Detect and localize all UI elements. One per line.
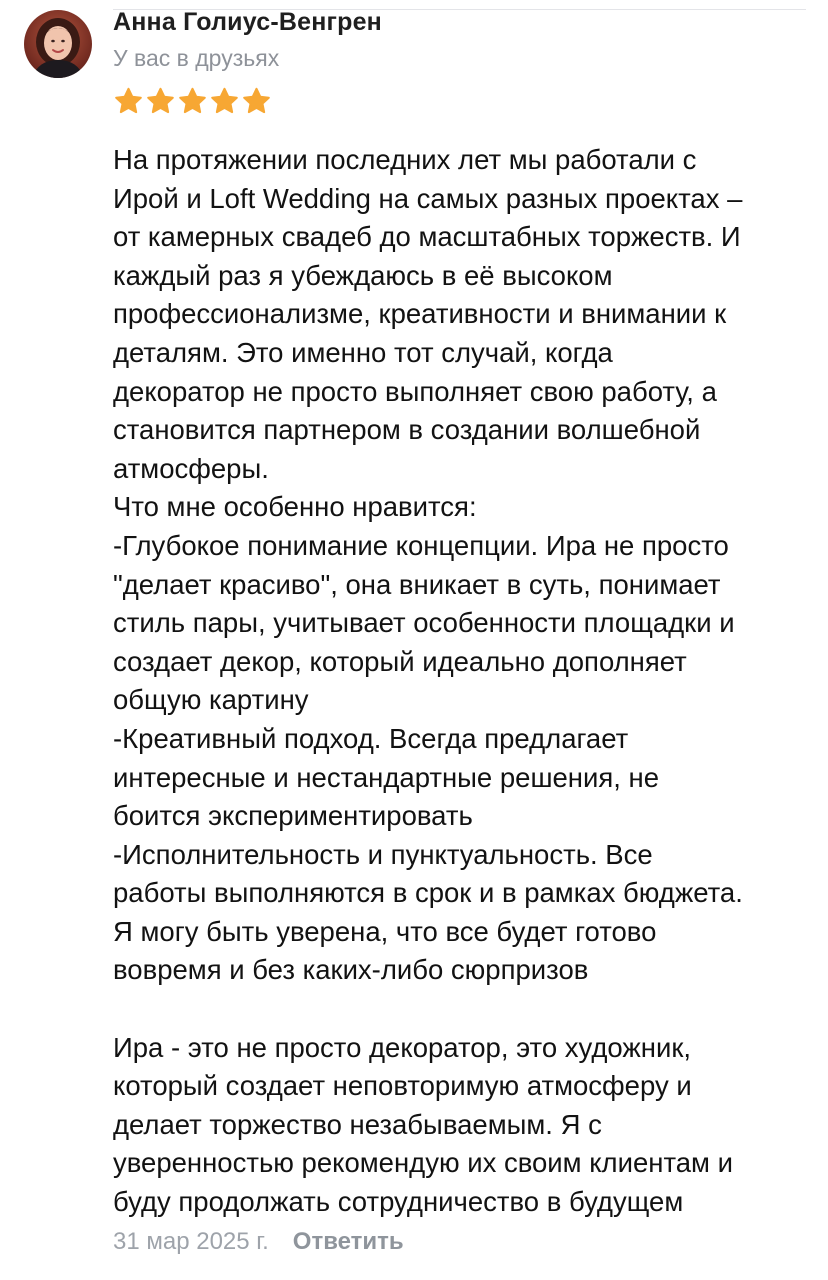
rating-stars: [113, 86, 272, 117]
author-status: У вас в друзьях: [113, 45, 280, 71]
review-date: 31 мар 2025 г.: [113, 1228, 269, 1255]
avatar[interactable]: [24, 10, 92, 78]
star-icon: [177, 86, 208, 117]
star-icon: [241, 86, 272, 117]
star-icon: [209, 86, 240, 117]
star-icon: [113, 86, 144, 117]
avatar-photo-icon: [24, 10, 92, 78]
reply-button[interactable]: Ответить: [292, 1228, 404, 1255]
review-meta: [113, 1228, 404, 1256]
star-icon: [145, 86, 176, 117]
review-text: На протяжении последних лет мы работали с Ирой и Loft Wedding на самых разных проектах – от камерных свадеб до масштабных торжеств. И каждый раз я убеждаюсь в её высоком профессионализме, креативности и внимании к деталям. Это именно тот случай, когда декоратор не просто выполняет свою работу, а становится партнером в создании волшебной атмосферы. Что мне особенно нравится: -Глубокое понимание концепции. Ира не просто "делает красиво", она вникает в суть, понимает стиль пары, учитывает особенности площадки и создает декор, который идеально дополняет общую картину -Креативный подход. Всегда предлагает интересные и нестандартные решения, не боится экспериментировать -Исполнительность и пунктуальность. Все работы выполняются в срок и в рамках бюджета. Я могу быть уверена, что все будет готово вовремя и без каких-либо сюрпризов Ира - это не просто декоратор, это художник, который создает неповторимую атмосферу и делает торжество незабываемым. Я с уверенностью рекомендую их своим клиентам и буду продолжать сотрудничество в будущем: [113, 144, 743, 1218]
author-name[interactable]: Анна Голиус-Венгрен: [113, 8, 382, 36]
